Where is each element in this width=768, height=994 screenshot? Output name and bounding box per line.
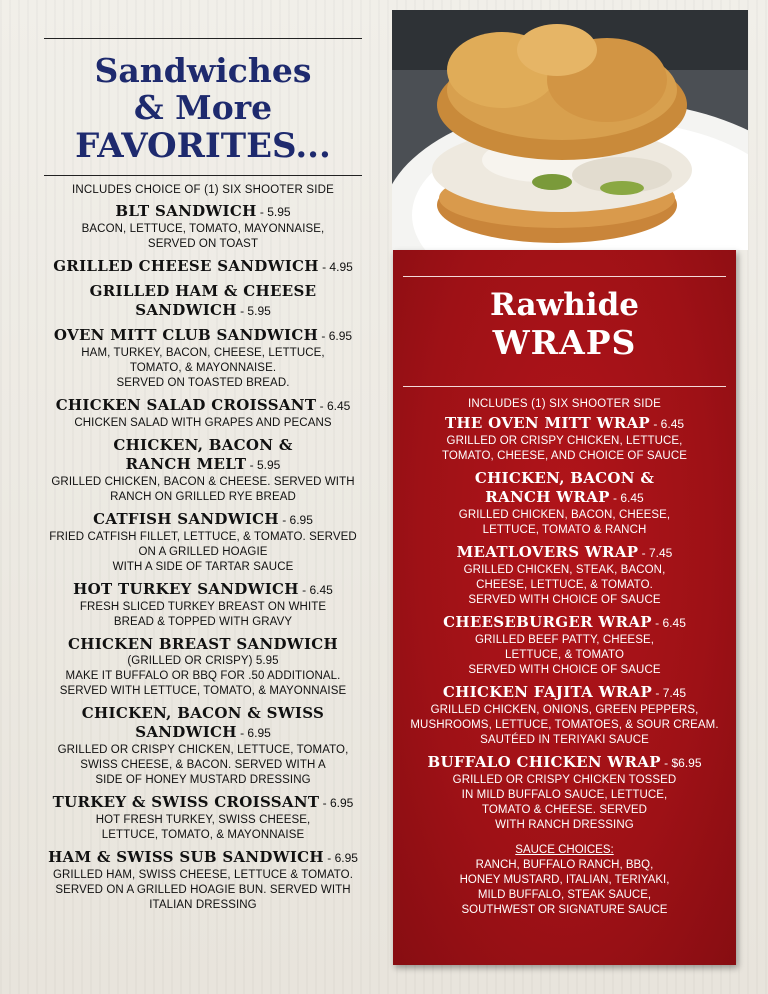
sauce-choice-line: SOUTHWEST OR SIGNATURE SAUCE <box>461 904 668 916</box>
menu-item-description: LETTUCE, TOMATO & RANCH <box>482 524 647 536</box>
menu-item <box>401 543 728 608</box>
menu-item-name-text: BUFFALO CHICKEN WRAP <box>427 753 661 771</box>
wraps-top-divider <box>403 276 726 277</box>
menu-item-price: - 6.45 <box>650 417 685 431</box>
menu-item-price: - $6.95 <box>660 756 702 770</box>
menu-item <box>40 436 366 505</box>
sauce-choices-title: SAUCE CHOICES: <box>515 844 614 856</box>
menu-item-description: GRILLED CHICKEN, STEAK, BACON, <box>463 564 666 576</box>
sandwich-list <box>40 202 366 913</box>
menu-item-name-text: CHICKEN, BACON & SWISS <box>81 703 325 722</box>
menu-item-name-text: RANCH MELT <box>125 454 247 473</box>
menu-item-name <box>40 848 366 868</box>
menu-item-name <box>401 543 728 563</box>
sauce-choices-list <box>401 858 728 918</box>
sauce-choice-line: RANCH, BUFFALO RANCH, BBQ, <box>475 859 654 871</box>
menu-item-description: SERVED ON TOAST <box>147 237 259 250</box>
menu-item-name-text: SANDWICH <box>135 722 237 741</box>
menu-item-name-text: BLT SANDWICH <box>115 201 257 220</box>
menu-item-name-text: CHEESEBURGER WRAP <box>443 613 652 631</box>
croissant-sandwich-photo <box>392 10 748 250</box>
menu-item <box>40 848 366 913</box>
menu-item-description: TOMATO, CHEESE, AND CHOICE OF SAUCE <box>441 450 688 462</box>
wraps-body <box>401 398 728 918</box>
menu-item <box>40 396 366 431</box>
menu-item-description: GRILLED CHICKEN, BACON & CHEESE. SERVED WITH <box>51 475 355 488</box>
menu-item-description: ITALIAN DRESSING <box>149 898 257 911</box>
menu-item-price: - 5.95 <box>246 457 281 472</box>
menu-item-name-text: CATFISH SANDWICH <box>93 509 279 528</box>
sandwiches-section <box>40 38 366 918</box>
menu-item-name <box>401 488 728 508</box>
menu-item-description: SWISS CHEESE, & BACON. SERVED WITH A <box>80 758 326 771</box>
menu-item-name <box>40 704 366 723</box>
menu-item-description: GRILLED BEEF PATTY, CHEESE, <box>474 634 655 646</box>
menu-item-name <box>40 326 366 346</box>
menu-item-name <box>401 414 728 434</box>
menu-item-name-text: GRILLED CHEESE SANDWICH <box>53 256 319 275</box>
menu-item-description: SERVED WITH CHOICE OF SAUCE <box>468 594 661 606</box>
sauce-choices <box>401 843 728 918</box>
menu-item <box>40 510 366 575</box>
menu-item-description: FRIED CATFISH FILLET, LETTUCE, & TOMATO. SERVED <box>49 530 357 543</box>
menu-item-name-text: THE OVEN MITT WRAP <box>444 414 651 432</box>
menu-item-name <box>401 683 728 703</box>
menu-item-description: TOMATO, & MAYONNAISE. <box>129 361 277 374</box>
menu-item-name-text: HOT TURKEY SANDWICH <box>73 579 299 598</box>
menu-item-name <box>40 635 366 654</box>
menu-item-name-text: OVEN MITT CLUB SANDWICH <box>53 325 319 344</box>
sandwiches-title <box>40 53 366 165</box>
menu-item-name <box>40 510 366 530</box>
menu-item-description: BACON, LETTUCE, TOMATO, MAYONNAISE, <box>81 222 325 235</box>
menu-item-name <box>40 580 366 600</box>
menu-item <box>40 580 366 630</box>
menu-item-description: CHEESE, LETTUCE, & TOMATO. <box>476 579 653 591</box>
menu-item <box>40 635 366 699</box>
menu-item-price: - 6.95 <box>236 725 271 740</box>
menu-item-description: LETTUCE, & TOMATO <box>504 649 625 661</box>
menu-item-price: - 6.95 <box>319 795 354 810</box>
menu-item-description: SERVED WITH CHOICE OF SAUCE <box>468 664 661 676</box>
menu-item-description: MAKE IT BUFFALO OR BBQ FOR .50 ADDITIONAL. <box>65 669 341 682</box>
menu-item-price: - 7.45 <box>652 686 687 700</box>
menu-item-description: GRILLED CHICKEN, ONIONS, GREEN PEPPERS, <box>430 704 699 716</box>
menu-item <box>40 202 366 252</box>
wrap-list <box>401 414 728 833</box>
menu-item-name <box>401 469 728 488</box>
menu-item-description: (GRILLED OR CRISPY) 5.95 <box>127 654 279 667</box>
menu-item-price: - 6.95 <box>323 850 358 865</box>
menu-item <box>40 704 366 788</box>
menu-item-description: SAUTÉED IN TERIYAKI SAUCE <box>480 734 649 746</box>
menu-item-description: FRESH SLICED TURKEY BREAST ON WHITE <box>79 600 327 613</box>
menu-item-description: LETTUCE, TOMATO, & MAYONNAISE <box>101 828 305 841</box>
title-divider <box>44 175 362 176</box>
menu-item-price: - 6.95 <box>318 328 353 343</box>
menu-item-name <box>40 396 366 416</box>
menu-item-description: SERVED ON TOASTED BREAD. <box>116 376 290 389</box>
menu-item-price: - 6.95 <box>278 512 313 527</box>
menu-item-description: CHICKEN SALAD WITH GRAPES AND PECANS <box>74 416 332 429</box>
menu-item-description: MUSHROOMS, LETTUCE, TOMATOES, & SOUR CREAM. <box>410 719 719 731</box>
sandwiches-includes-note: INCLUDES CHOICE OF (1) SIX SHOOTER SIDE <box>71 183 335 196</box>
menu-item-description: ON A GRILLED HOAGIE <box>138 545 268 558</box>
menu-item-description: SERVED ON A GRILLED HOAGIE BUN. SERVED WITH <box>55 883 351 896</box>
menu-item-description: GRILLED CHICKEN, BACON, CHEESE, <box>458 509 671 521</box>
menu-item <box>40 282 366 321</box>
menu-item-description: TOMATO & CHEESE. SERVED <box>481 804 648 816</box>
menu-item-price: - 5.95 <box>236 303 271 318</box>
menu-item-name-text: CHICKEN BREAST SANDWICH <box>68 634 338 653</box>
title-line-2: & More <box>133 87 273 127</box>
menu-item-name <box>40 301 366 321</box>
menu-item-name-text: CHICKEN FAJITA WRAP <box>442 683 653 701</box>
sauce-choice-line: HONEY MUSTARD, ITALIAN, TERIYAKI, <box>459 874 670 886</box>
menu-item-name-text: HAM & SWISS SUB SANDWICH <box>48 847 324 866</box>
menu-item-name-text: MEATLOVERS WRAP <box>456 543 639 561</box>
menu-item <box>401 683 728 748</box>
sauce-choice-line: MILD BUFFALO, STEAK SAUCE, <box>477 889 652 901</box>
menu-item <box>40 257 366 277</box>
menu-item-description: HAM, TURKEY, BACON, CHEESE, LETTUCE, <box>81 346 325 359</box>
menu-item-name <box>401 613 728 633</box>
menu-item-name-text: CHICKEN, BACON & <box>113 435 293 454</box>
menu-item-name <box>401 753 728 773</box>
menu-item-description: GRILLED OR CRISPY CHICKEN, LETTUCE, <box>446 435 683 447</box>
menu-item-description: HOT FRESH TURKEY, SWISS CHEESE, <box>95 813 311 826</box>
menu-item-name <box>40 793 366 813</box>
menu-item <box>40 326 366 391</box>
menu-item-name-text: CHICKEN SALAD CROISSANT <box>55 395 317 414</box>
menu-item <box>401 414 728 464</box>
menu-item-name-text: CHICKEN, BACON & <box>474 469 655 487</box>
menu-item-description: RANCH ON GRILLED RYE BREAD <box>110 490 296 503</box>
wraps-title-divider <box>403 386 726 387</box>
menu-item-name-text: RANCH WRAP <box>485 488 610 506</box>
menu-item-name <box>40 455 366 475</box>
menu-item-price: - 6.45 <box>609 491 644 505</box>
menu-item-description: BREAD & TOPPED WITH GRAVY <box>113 615 293 628</box>
wraps-title-line-2: WRAPS <box>492 322 637 362</box>
wraps-section <box>393 250 736 965</box>
title-line-3: FAVORITES... <box>75 125 331 166</box>
menu-item-name <box>40 436 366 455</box>
title-line-1: Sandwiches <box>94 51 312 90</box>
menu-item-price: - 5.95 <box>256 204 291 219</box>
menu-item-name <box>40 723 366 743</box>
menu-item-price: - 4.95 <box>318 259 353 274</box>
menu-item <box>401 613 728 678</box>
menu-item-description: IN MILD BUFFALO SAUCE, LETTUCE, <box>461 789 668 801</box>
menu-item-price: - 7.45 <box>638 546 673 560</box>
wraps-includes-note: INCLUDES (1) SIX SHOOTER SIDE <box>467 398 662 410</box>
menu-item-name-text: GRILLED HAM & CHEESE <box>89 281 317 300</box>
menu-item <box>401 753 728 833</box>
menu-item-description: SERVED WITH LETTUCE, TOMATO, & MAYONNAISE <box>59 684 347 697</box>
menu-item-name <box>40 282 366 301</box>
menu-item-price: - 6.45 <box>651 616 686 630</box>
menu-item-description: GRILLED OR CRISPY CHICKEN, LETTUCE, TOMATO, <box>57 743 349 756</box>
menu-item-description: GRILLED OR CRISPY CHICKEN TOSSED <box>452 774 677 786</box>
menu-item-name-text: TURKEY & SWISS CROISSANT <box>52 792 320 811</box>
wraps-title <box>393 288 736 362</box>
menu-item-name <box>40 202 366 222</box>
menu-item-price: - 6.45 <box>298 582 333 597</box>
menu-item-name-text: SANDWICH <box>135 300 237 319</box>
menu-item-price: - 6.45 <box>316 398 351 413</box>
menu-item-description: GRILLED HAM, SWISS CHEESE, LETTUCE & TOMATO. <box>52 868 354 881</box>
menu-item <box>40 793 366 843</box>
menu-item-description: SIDE OF HONEY MUSTARD DRESSING <box>95 773 311 786</box>
top-divider <box>44 38 362 39</box>
menu-item-description: WITH RANCH DRESSING <box>495 819 634 831</box>
menu-item-name <box>40 257 366 277</box>
menu-item-description: WITH A SIDE OF TARTAR SAUCE <box>112 560 294 573</box>
wraps-title-line-1: Rawhide <box>490 287 639 323</box>
menu-item <box>401 469 728 538</box>
croissant-sandwich-image <box>392 10 748 250</box>
